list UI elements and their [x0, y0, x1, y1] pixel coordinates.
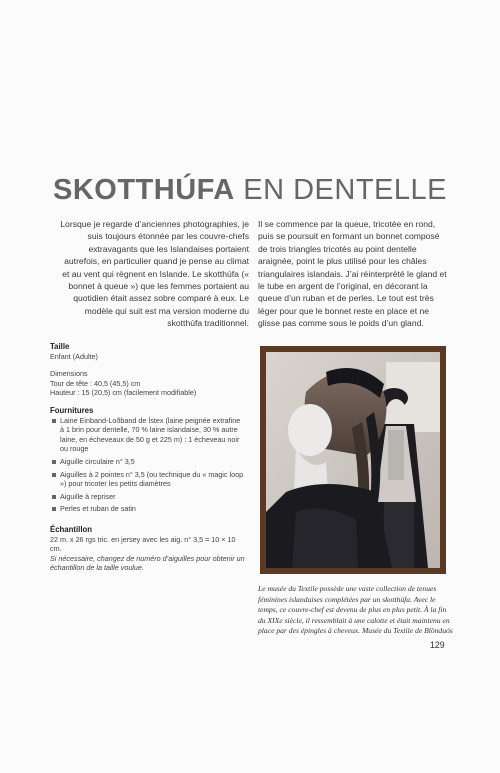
caption-text: Le musée du Textile possède une vaste collection de tenues féminines islandaises complétées par un skotthúfa. Avec le temps, ce couvre-chef est devenu de plus en plus petit. À la fin du XIXe siècle, il ressemblait à une calotte et était maintenu en place par des épingles à cheveux. Musée du Textile de Blönduós — [258, 584, 453, 636]
taille-heading: Taille — [50, 342, 70, 351]
museum-photo-frame — [260, 346, 446, 574]
list-item: Aiguille à repriser — [50, 492, 245, 502]
intro-right-column — [258, 218, 449, 330]
echantillon-value: 22 m. x 26 rgs tric. en jersey avec les aig. n° 3,5 = 10 × 10 cm. — [50, 534, 236, 554]
list-item: Aiguille circulaire n° 3,5 — [50, 457, 245, 467]
page-title — [0, 174, 500, 207]
page-number: 129 — [430, 640, 445, 650]
echantillon-note: Si nécessaire, changez de numéro d’aiguilles pour obtenir un échantillon de la taille voulue. — [50, 553, 245, 573]
intro-right-text: Il se commence par la queue, tricotée en rond, puis se poursuit en formant un bonnet composé de trois triangles tricotés au point dentelle araignée, point le plus utilisé pour les châles triangulaires islandais. J’ai réinterprété le gland et le tube en argent de l’original, en décorant la queue d’un ruban et de perles. Le tout est très léger pour que le bonnet reste en place et ne glisse pas comme sous le poids d’un gland. — [258, 219, 447, 329]
title-rest: EN DENTELLE — [234, 174, 447, 206]
echantillon-heading: Échantillon — [50, 524, 93, 534]
list-item: Aiguilles à 2 pointes n° 3,5 (ou technique du « magic loop ») pour tricoter les petits diamètres — [50, 470, 245, 489]
fournitures-heading: Fournitures — [50, 405, 94, 415]
dimensions-line: Hauteur : 15 (20,5) cm (facilement modifiable) — [50, 388, 197, 398]
museum-photo — [266, 352, 440, 568]
pattern-details — [50, 342, 245, 573]
list-item: Perles et ruban de satin — [50, 504, 245, 514]
taille-value: Enfant (Adulte) — [50, 351, 98, 361]
photo-caption — [258, 584, 453, 637]
list-item: Laine Einband-Loðband de Ístex (laine peignée extrafine à 1 brin pour dentelle, 70 % laine islandaise, 30 % autre laine, en écheveaux de 50 g et 225 m) : 1 écheveau noir ou rouge — [50, 416, 245, 454]
dimensions-line: Tour de tête : 40,5 (45,5) cm — [50, 378, 141, 388]
fournitures-list — [50, 416, 245, 514]
intro-left-text: Lorsque je regarde d’anciennes photographies, je suis toujours étonnée par les couvre-chefs extravagants que les Islandaises portaient autrefois, en particulier quand je pense au climat et au vent qui règnent en Islande. Le skotthúfa (« bonnet à queue ») que les femmes portaient au quotidien était assez sobre comparé à eux. Le modèle qui suit est ma version moderne du skotthúfa traditionnel. — [60, 219, 249, 329]
dimensions-heading: Dimensions — [50, 369, 88, 379]
title-bold: SKOTTHÚFA — [52, 174, 235, 206]
intro-left-column — [58, 218, 249, 330]
